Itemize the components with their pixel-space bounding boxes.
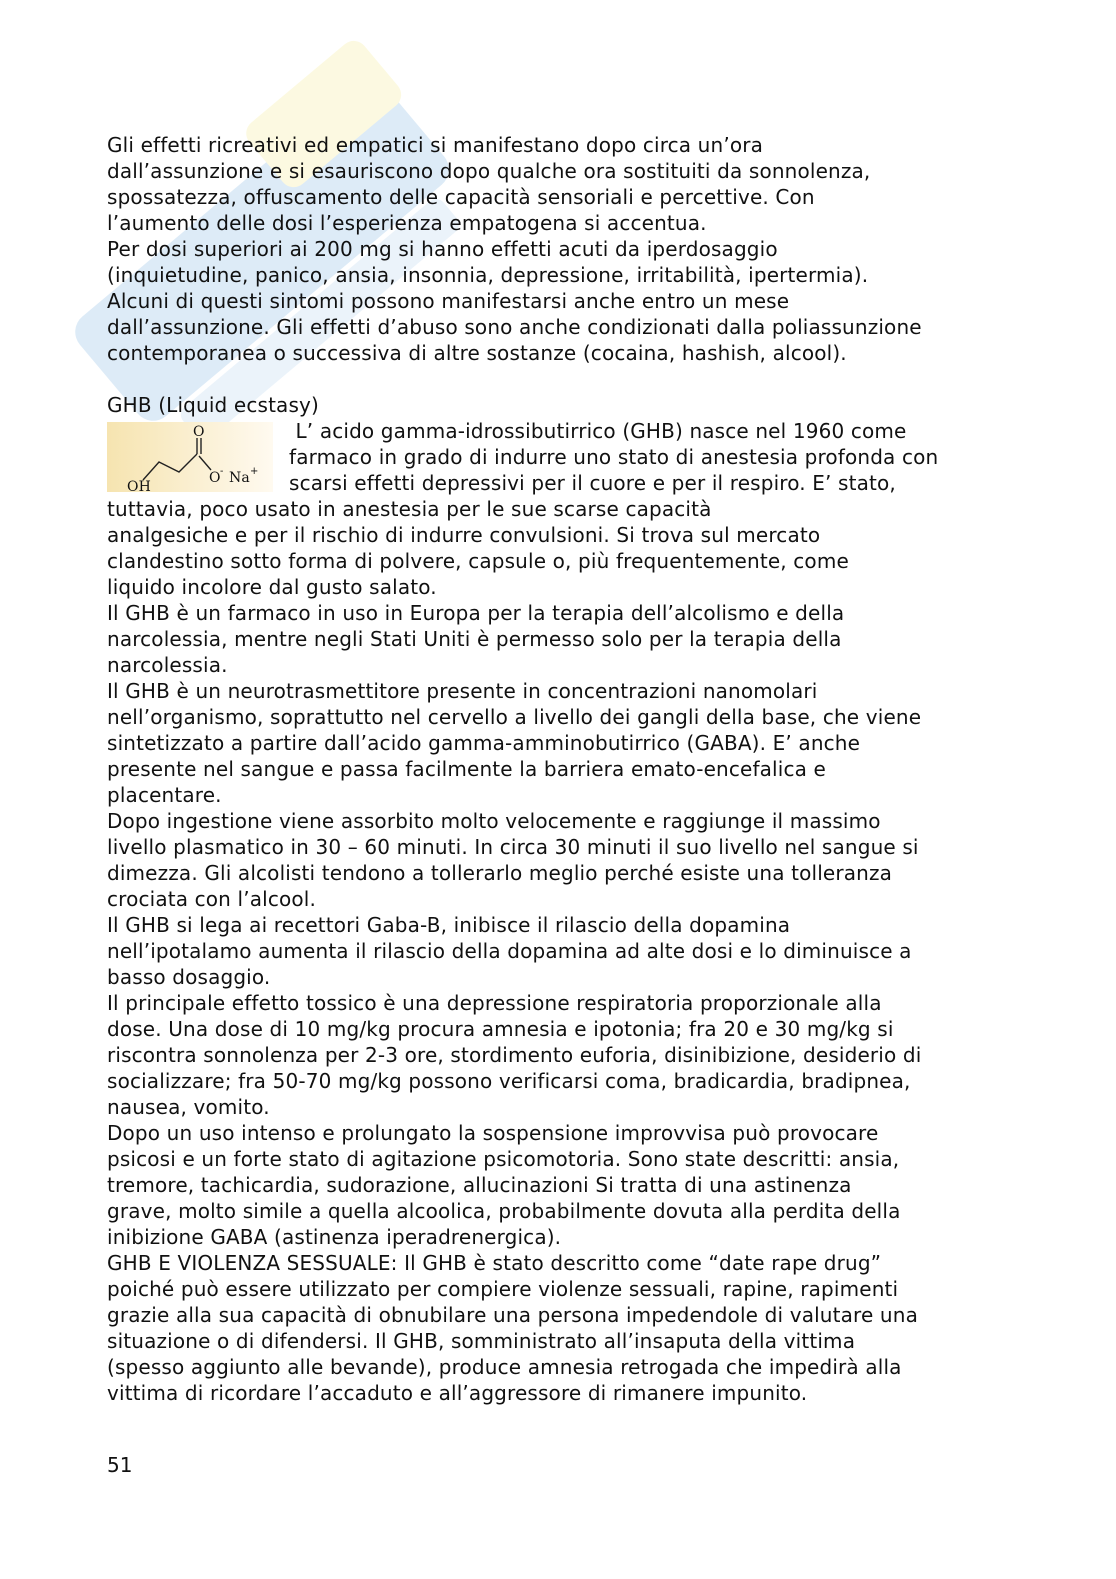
text-line: tuttavia, poco usato in anestesia per le sue scarse capacità [107, 497, 712, 521]
text-line: socializzare; fra 50-70 mg/kg possono verificarsi coma, bradicardia, bradipnea, [107, 1069, 911, 1093]
sodium-label: Na [229, 470, 250, 486]
text-line: basso dosaggio. [107, 965, 271, 989]
text-line: L’ acido gamma-idrossibutirrico (GHB) nasce nel 1960 come [289, 419, 907, 443]
text-line: psicosi e un forte stato di agitazione psicomotoria. Sono state descritti: ansia, [107, 1147, 900, 1171]
text-line: liquido incolore dal gusto salato. [107, 575, 437, 599]
text-line: dose. Una dose di 10 mg/kg procura amnesia e ipotonia; fra 20 e 30 mg/kg si [107, 1017, 894, 1041]
text-line: contemporanea o successiva di altre sostanze (cocaina, hashish, alcool). [107, 341, 847, 365]
text-line: dall’assunzione. Gli effetti d’abuso sono anche condizionati dalla poliassunzione [107, 315, 922, 339]
text-line: Gli effetti ricreativi ed empatici si manifestano dopo circa un’ora [107, 133, 764, 157]
hydroxyl-label: OH [127, 479, 151, 492]
text-line: clandestino sotto forma di polvere, capsule o, più frequentemente, come [107, 549, 849, 573]
text-line: placentare. [107, 783, 222, 807]
text-line: Il GHB si lega ai recettori Gaba-B, inibisce il rilascio della dopamina [107, 913, 791, 937]
text-line: grazie alla sua capacità di obnubilare una persona impedendole di valutare una [107, 1303, 918, 1327]
text-line: dall’assunzione e si esauriscono dopo qualche ora sostituiti da sonnolenza, [107, 159, 871, 183]
text-line: livello plasmatico in 30 – 60 minuti. In circa 30 minuti il suo livello nel sangue si [107, 835, 919, 859]
text-line: Il GHB è un farmaco in uso in Europa per la terapia dell’alcolismo e della [107, 601, 845, 625]
text-line: Il principale effetto tossico è una depressione respiratoria proporzionale alla [107, 991, 882, 1015]
text-line: Dopo ingestione viene assorbito molto velocemente e raggiunge il massimo [107, 809, 881, 833]
text-line: vittima di ricordare l’accaduto e all’aggressore di rimanere impunito. [107, 1381, 808, 1405]
section-heading: GHB (Liquid ecstasy) [107, 393, 319, 417]
ghb-structure-figure [107, 422, 273, 492]
text-line: spossatezza, offuscamento delle capacità sensoriali e percettive. Con [107, 185, 815, 209]
text-line: riscontra sonnolenza per 2-3 ore, stordimento euforia, disinibizione, desiderio di [107, 1043, 922, 1067]
text-line: crociata con l’alcool. [107, 887, 316, 911]
molecule-diagram [107, 422, 273, 492]
text-line: GHB E VIOLENZA SESSUALE: Il GHB è stato descritto come “date rape drug” [107, 1251, 882, 1275]
text-line: Alcuni di questi sintomi possono manifestarsi anche entro un mese [107, 289, 790, 313]
paragraph-gap [107, 366, 1012, 392]
text-line: Il GHB è un neurotrasmettitore presente in concentrazioni nanomolari [107, 679, 818, 703]
text-line: farmaco in grado di indurre uno stato di anestesia profonda con [289, 445, 939, 469]
ghb-intro-block [107, 418, 1012, 522]
text-line: poiché può essere utilizzato per compiere violenze sessuali, rapine, rapimenti [107, 1277, 899, 1301]
oxygen-label: O [209, 470, 221, 486]
text-line: analgesiche e per il rischio di indurre convulsioni. Si trova sul mercato [107, 523, 821, 547]
text-line: grave, molto simile a quella alcoolica, probabilmente dovuta alla perdita della [107, 1199, 901, 1223]
text-line: narcolessia. [107, 653, 228, 677]
text-line: dimezza. Gli alcolisti tendono a tollerarlo meglio perché esiste una tolleranza [107, 861, 893, 885]
intro-paragraph [107, 132, 1012, 366]
text-line: presente nel sangue e passa facilmente la barriera emato-encefalica e [107, 757, 826, 781]
text-line: inibizione GABA (astinenza iperadrenergica). [107, 1225, 562, 1249]
charge-label: - [220, 466, 224, 477]
text-line: situazione o di difendersi. Il GHB, somministrato all’insaputa della vittima [107, 1329, 856, 1353]
text-line: tremore, tachicardia, sudorazione, allucinazioni Si tratta di una astinenza [107, 1173, 852, 1197]
text-line: nausea, vomito. [107, 1095, 270, 1119]
text-line: l’aumento delle dosi l’esperienza empatogena si accentua. [107, 211, 707, 235]
text-line: Per dosi superiori ai 200 mg si hanno effetti acuti da iperdosaggio [107, 237, 778, 261]
text-line: narcolessia, mentre negli Stati Uniti è permesso solo per la terapia della [107, 627, 842, 651]
text-line: (spesso aggiunto alle bevande), produce amnesia retrogada che impedirà alla [107, 1355, 902, 1379]
text-line: sintetizzato a partire dall’acido gamma-amminobutirrico (GABA). E’ anche [107, 731, 861, 755]
charge-label: + [250, 466, 259, 477]
oxygen-label: O [193, 424, 205, 440]
main-text [107, 522, 1012, 1406]
text-line: nell’organismo, soprattutto nel cervello a livello dei gangli della base, che viene [107, 705, 922, 729]
text-line: nell’ipotalamo aumenta il rilascio della dopamina ad alte dosi e lo diminuisce a [107, 939, 912, 963]
text-line: scarsi effetti depressivi per il cuore e per il respiro. E’ stato, [289, 471, 896, 495]
text-line: Dopo un uso intenso e prolungato la sospensione improvvisa può provocare [107, 1121, 879, 1145]
text-line: (inquietudine, panico, ansia, insonnia, depressione, irritabilità, ipertermia). [107, 263, 869, 287]
page-number: 51 [107, 1453, 133, 1477]
document-body [107, 132, 1012, 1406]
